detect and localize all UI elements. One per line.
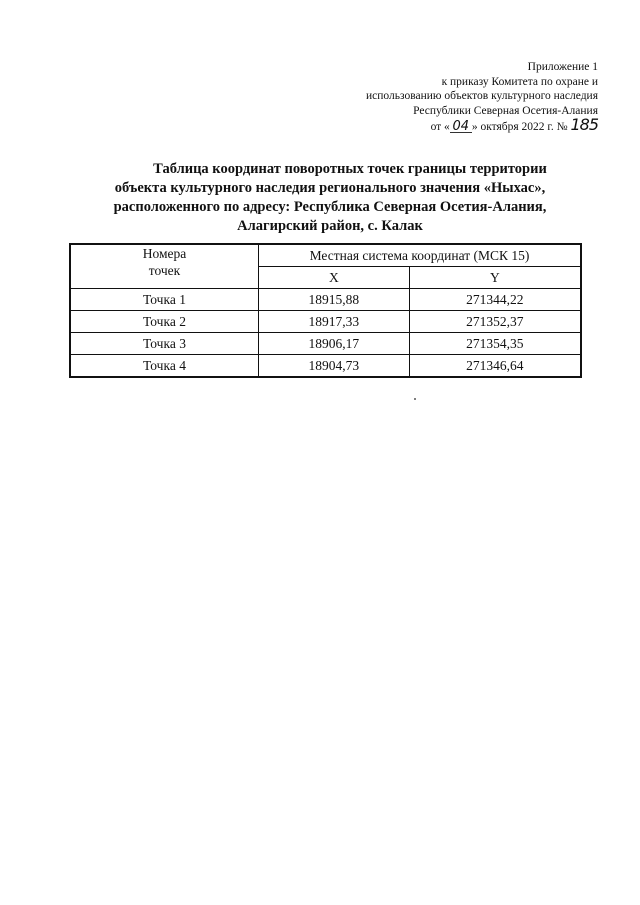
- point-x: 18906,17: [259, 333, 410, 355]
- point-x: 18915,88: [259, 289, 410, 311]
- point-y: 271344,22: [409, 289, 581, 311]
- scan-speck: [414, 398, 416, 400]
- title-line-3: расположенного по адресу: Республика Северная Осетия-Алания,: [113, 199, 547, 215]
- handwritten-order-number: 185: [570, 115, 598, 134]
- point-x: 18904,73: [259, 355, 410, 378]
- table-row: [70, 311, 581, 333]
- table-row: [70, 333, 581, 355]
- point-label: Точка 3: [70, 333, 259, 355]
- handwritten-day: 04: [450, 122, 472, 133]
- table-row: [70, 355, 581, 378]
- document-title: [80, 160, 580, 236]
- date-prefix: от «: [430, 121, 450, 133]
- header-point-numbers-line-1: Номера: [142, 246, 187, 261]
- point-y: 271354,35: [409, 333, 581, 355]
- appendix-date-line: [298, 115, 598, 135]
- header-point-numbers-line-2: точек: [148, 263, 181, 278]
- point-label: Точка 2: [70, 311, 259, 333]
- point-label: Точка 1: [70, 289, 259, 311]
- header-coordinate-system: Местная система координат (МСК 15): [259, 244, 582, 267]
- appendix-line-4: Республики Северная Осетия-Алания: [413, 104, 598, 117]
- header-x: X: [259, 267, 410, 289]
- title-line-2: объекта культурного наследия регионального значения «Ныхас»,: [114, 180, 546, 196]
- title-line-1: Таблица координат поворотных точек границы территории: [153, 161, 547, 177]
- appendix-line-1: Приложение 1: [527, 61, 598, 73]
- appendix-line-3: использованию объектов культурного наследия: [365, 90, 598, 102]
- point-x: 18917,33: [259, 311, 410, 333]
- table-row: [70, 289, 581, 311]
- date-suffix: » октября 2022 г. №: [471, 121, 568, 133]
- point-y: 271346,64: [409, 355, 581, 378]
- point-y: 271352,37: [409, 311, 581, 333]
- appendix-block: [298, 60, 598, 135]
- point-label: Точка 4: [70, 355, 259, 378]
- title-line-4: Алагирский район, с. Калак: [237, 218, 423, 234]
- header-point-numbers: [70, 244, 259, 289]
- header-y: Y: [409, 267, 581, 289]
- appendix-line-2: к приказу Комитета по охране и: [441, 75, 598, 88]
- coordinates-table: [69, 243, 582, 378]
